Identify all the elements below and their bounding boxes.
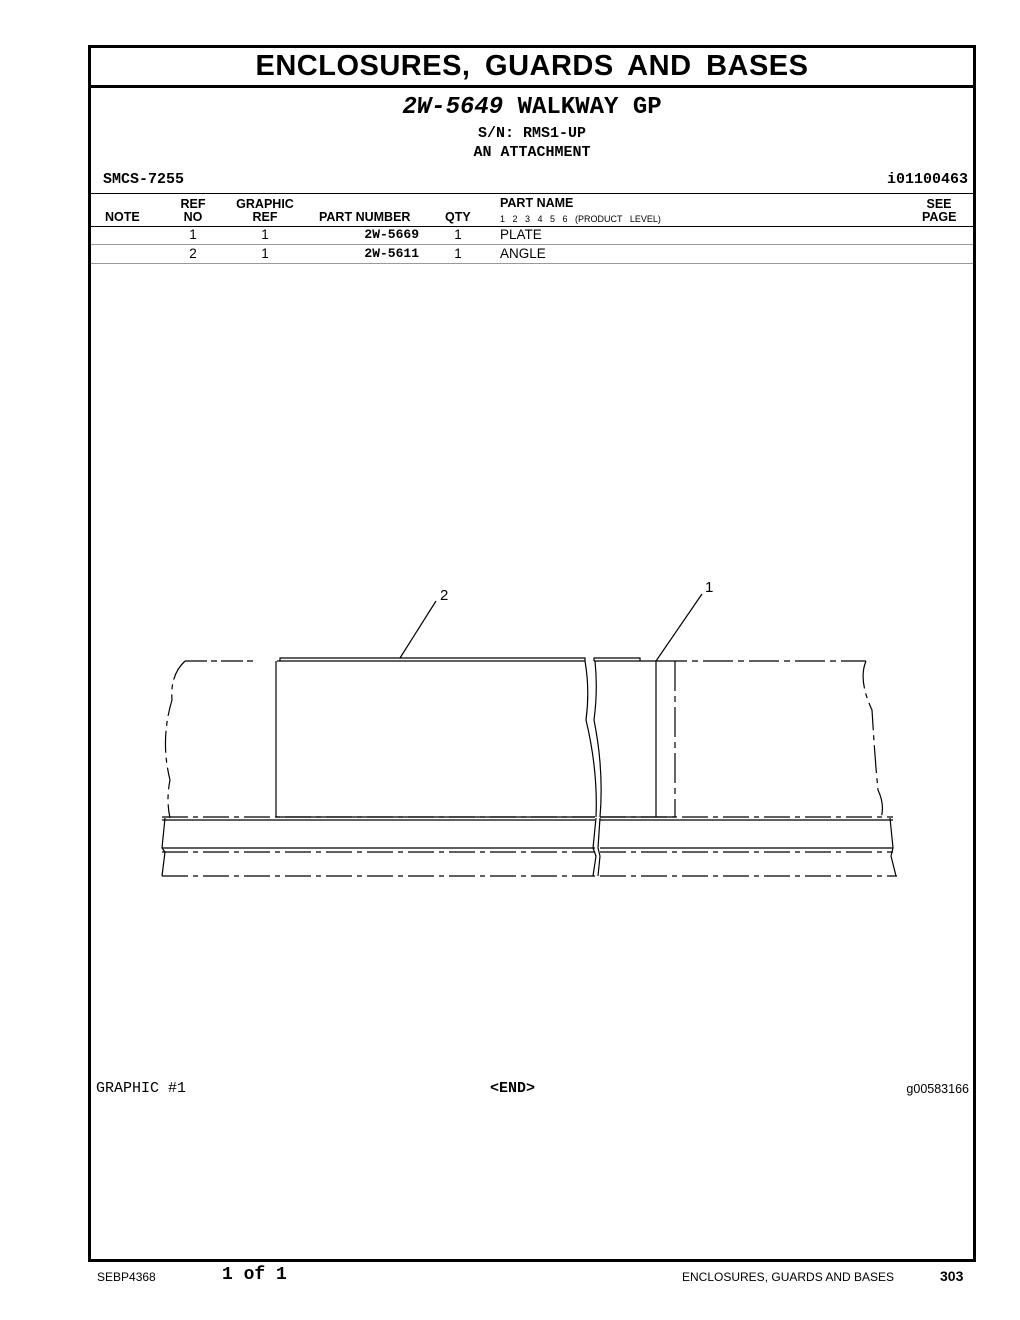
- rail-break-left: [593, 818, 596, 876]
- part-name: ANGLE: [500, 246, 546, 261]
- graphic-ref: 1: [261, 227, 269, 242]
- break-line-right: [863, 661, 882, 818]
- rail-end-right: [890, 818, 896, 876]
- serial-range: S/N: RMS1-UP: [477, 125, 587, 142]
- header-see-top: SEE: [926, 197, 952, 211]
- header-graphic-top: GRAPHIC: [236, 197, 294, 211]
- graphic-label: GRAPHIC #1: [96, 1080, 187, 1097]
- info-id: i01100463: [886, 171, 968, 188]
- footer-section: ENCLOSURES, GUARDS AND BASES: [682, 1270, 895, 1284]
- header-part-number: PART NUMBER: [319, 210, 411, 224]
- rail-end-left: [162, 818, 165, 876]
- header-graphic-bottom: REF: [252, 210, 278, 224]
- header-note: NOTE: [105, 210, 140, 224]
- graphic-id: g00583166: [906, 1082, 969, 1096]
- callout-2: 2: [440, 587, 449, 604]
- part-name: PLATE: [500, 227, 542, 242]
- header-ref-bottom: NO: [183, 210, 203, 224]
- leader-line-1: [656, 594, 702, 661]
- smcs-code: SMCS-7255: [103, 171, 185, 188]
- graphic-ref: 1: [261, 246, 269, 261]
- part-number[interactable]: 2W-5669: [364, 227, 419, 242]
- rail-break-right: [598, 818, 600, 876]
- header-product-levels: 1 2 3 4 5 6 (PRODUCT LEVEL): [500, 214, 661, 224]
- group-name: WALKWAY GP: [517, 94, 662, 121]
- qty: 1: [454, 227, 462, 242]
- footer-document: SEBP4368: [97, 1270, 156, 1284]
- group-part-number[interactable]: 2W-5649: [402, 94, 504, 121]
- header-see-bottom: PAGE: [922, 210, 957, 224]
- arrangement: AN ATTACHMENT: [473, 144, 591, 161]
- footer-page-number: 303: [940, 1268, 964, 1284]
- part-number[interactable]: 2W-5611: [364, 246, 419, 261]
- leader-line-2: [400, 601, 436, 658]
- header-part-name: PART NAME: [500, 196, 574, 210]
- footer-page-of: 1 of 1: [222, 1265, 287, 1285]
- header-qty: QTY: [445, 210, 471, 224]
- ref-no: 1: [189, 227, 197, 242]
- break-line-left: [165, 661, 185, 818]
- break-line-middle-right: [594, 661, 601, 817]
- section-title: ENCLOSURES, GUARDS AND BASES: [255, 50, 809, 82]
- break-line-middle-left: [585, 661, 596, 817]
- qty: 1: [454, 246, 462, 261]
- ref-no: 2: [189, 246, 197, 261]
- callout-1: 1: [705, 579, 714, 596]
- header-ref-top: REF: [180, 197, 206, 211]
- end-marker: <END>: [490, 1080, 536, 1097]
